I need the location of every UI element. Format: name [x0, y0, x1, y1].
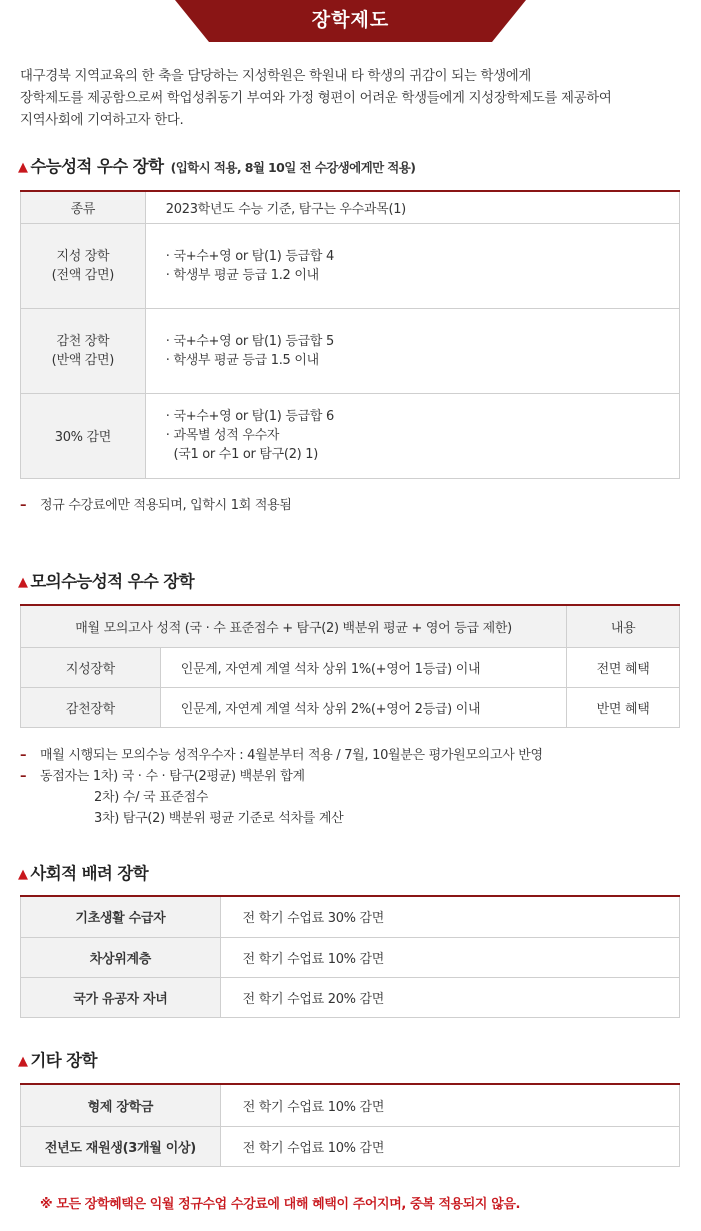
page-banner	[0, 0, 701, 42]
table-row	[21, 308, 680, 393]
section-title-mock	[18, 568, 194, 592]
benefit-cell: 전 학기 수업료 10% 감면	[220, 937, 679, 977]
benefit-cell: 전 학기 수업료 10% 감면	[220, 1126, 679, 1166]
table-row	[21, 687, 680, 727]
scholarship-note: (반액 감면)	[51, 352, 115, 368]
criteria-item: · 국+수+영 or 탐(1) 등급합 5	[165, 333, 334, 349]
intro-line: 장학제도를 제공함으로써 학업성취동기 부여와 가정 형편이 어려운 학생들에게 지성장학제도를 제공하여	[20, 91, 612, 106]
dash-icon: –	[20, 748, 27, 763]
section-title-text: 모의수능성적 우수 장학	[30, 572, 195, 591]
scholarship-name-cell	[21, 308, 146, 393]
scholarship-note: (전액 감면)	[51, 267, 115, 283]
intro-line: 대구경북 지역교육의 한 축을 담당하는 지성학원은 학원내 타 학생의 귀감이 되는 학생에게	[20, 69, 532, 84]
table-row	[21, 393, 680, 478]
mock-scholarship-table	[20, 604, 680, 728]
note-item	[20, 745, 543, 766]
triangle-icon: ▲	[18, 1054, 28, 1069]
criteria-cell: 인문계, 자연계 계열 석차 상위 2%(+영어 2등급) 이내	[160, 687, 566, 727]
scholarship-name-cell: 기초생활 수급자	[21, 896, 221, 937]
criteria-item: · 국+수+영 or 탐(1) 등급합 4	[165, 248, 334, 264]
mock-notes	[20, 745, 543, 829]
benefit-cell: 전면 혜택	[567, 647, 680, 687]
criteria-cell: 인문계, 자연계 계열 석차 상위 1%(+영어 1등급) 이내	[160, 647, 566, 687]
triangle-icon: ▲	[18, 575, 28, 590]
benefit-cell: 전 학기 수업료 10% 감면	[220, 1084, 679, 1126]
benefit-cell: 반면 혜택	[567, 687, 680, 727]
note-continuation: 3차) 탐구(2) 백분위 평균 기준로 석차를 계산	[94, 811, 344, 826]
benefit-cell: 전 학기 수업료 30% 감면	[220, 896, 679, 937]
criteria-item: · 과목별 성적 우수자	[165, 428, 280, 443]
triangle-icon: ▲	[18, 867, 28, 882]
table-row	[21, 937, 680, 977]
section-title-text: 수능성적 우수 장학	[30, 157, 164, 176]
note-text: 매월 시행되는 모의수능 성적우수자 : 4월분부터 적용 / 7월, 10월분은 평가원모의고사 반영	[40, 748, 543, 763]
table-row	[21, 647, 680, 687]
criteria-item: · 학생부 평균 등급 1.2 이내	[165, 267, 319, 283]
csat-notes	[20, 495, 292, 516]
section-title-text: 기타 장학	[30, 1051, 97, 1070]
scholarship-name-cell: 형제 장학금	[21, 1084, 221, 1126]
intro-paragraph	[20, 66, 680, 132]
criteria-item: · 학생부 평균 등급 1.5 이내	[165, 352, 319, 368]
scholarship-name: 감천 장학	[56, 333, 110, 349]
triangle-icon: ▲	[18, 160, 28, 175]
scholarship-name-cell: 지성장학	[21, 647, 161, 687]
table-row	[21, 896, 680, 937]
note-text: 정규 수강료에만 적용되며, 입학시 1회 적용됨	[40, 498, 292, 513]
other-scholarship-table	[20, 1083, 680, 1167]
section-title-other	[18, 1047, 97, 1071]
section-title-text: 사회적 배려 장학	[30, 864, 149, 883]
note-text: 동점자는 1차) 국 · 수 · 탐구(2평균) 백분위 합계	[40, 769, 305, 784]
table-header-row	[21, 191, 680, 223]
scholarship-name-cell	[21, 223, 146, 308]
section-title-csat	[18, 153, 415, 177]
criteria-cell	[145, 308, 679, 393]
section-subtitle: (입학시 적용, 8월 10일 전 수강생에게만 적용)	[170, 160, 416, 175]
header-cell-benefit: 내용	[567, 605, 680, 647]
social-scholarship-table	[20, 895, 680, 1018]
banner-title: 장학제도	[311, 9, 390, 31]
criteria-cell	[145, 393, 679, 478]
header-cell-criteria: 매월 모의고사 성적 (국 · 수 표준점수 + 탐구(2) 백분위 평균 + 영어 등급 제한)	[21, 605, 567, 647]
scholarship-name-cell: 차상위계층	[21, 937, 221, 977]
table-row	[21, 1126, 680, 1166]
csat-scholarship-table	[20, 190, 680, 479]
intro-line: 지역사회에 기여하고자 한다.	[20, 113, 184, 128]
section-title-social	[18, 860, 148, 884]
table-row	[21, 223, 680, 308]
note-item	[20, 766, 543, 787]
scholarship-name: 30% 감면	[54, 430, 112, 445]
note-item	[20, 495, 292, 516]
note-continuation: 2차) 수/ 국 표준점수	[94, 790, 209, 805]
table-row	[21, 977, 680, 1017]
scholarship-name: 지성 장학	[56, 248, 110, 264]
dash-icon: –	[20, 769, 27, 784]
table-row	[21, 1084, 680, 1126]
benefit-cell: 전 학기 수업료 20% 감면	[220, 977, 679, 1017]
footnote: ※ 모든 장학혜택은 익월 정규수업 수강료에 대해 혜택이 주어지며, 중복 적용되지 않음.	[40, 1197, 521, 1212]
scholarship-name-cell: 감천장학	[21, 687, 161, 727]
dash-icon: –	[20, 498, 27, 513]
scholarship-name-cell: 전년도 재원생(3개월 이상)	[21, 1126, 221, 1166]
criteria-item: (국1 or 수1 or 탐구(2) 1)	[165, 447, 319, 462]
table-header-row	[21, 605, 680, 647]
header-cell-kind: 종류	[21, 191, 146, 223]
header-cell-criteria: 2023학년도 수능 기준, 탐구는 우수과목(1)	[145, 191, 679, 223]
criteria-item: · 국+수+영 or 탐(1) 등급합 6	[165, 409, 334, 424]
scholarship-name-cell: 국가 유공자 자녀	[21, 977, 221, 1017]
criteria-cell	[145, 223, 679, 308]
scholarship-name-cell	[21, 393, 146, 478]
